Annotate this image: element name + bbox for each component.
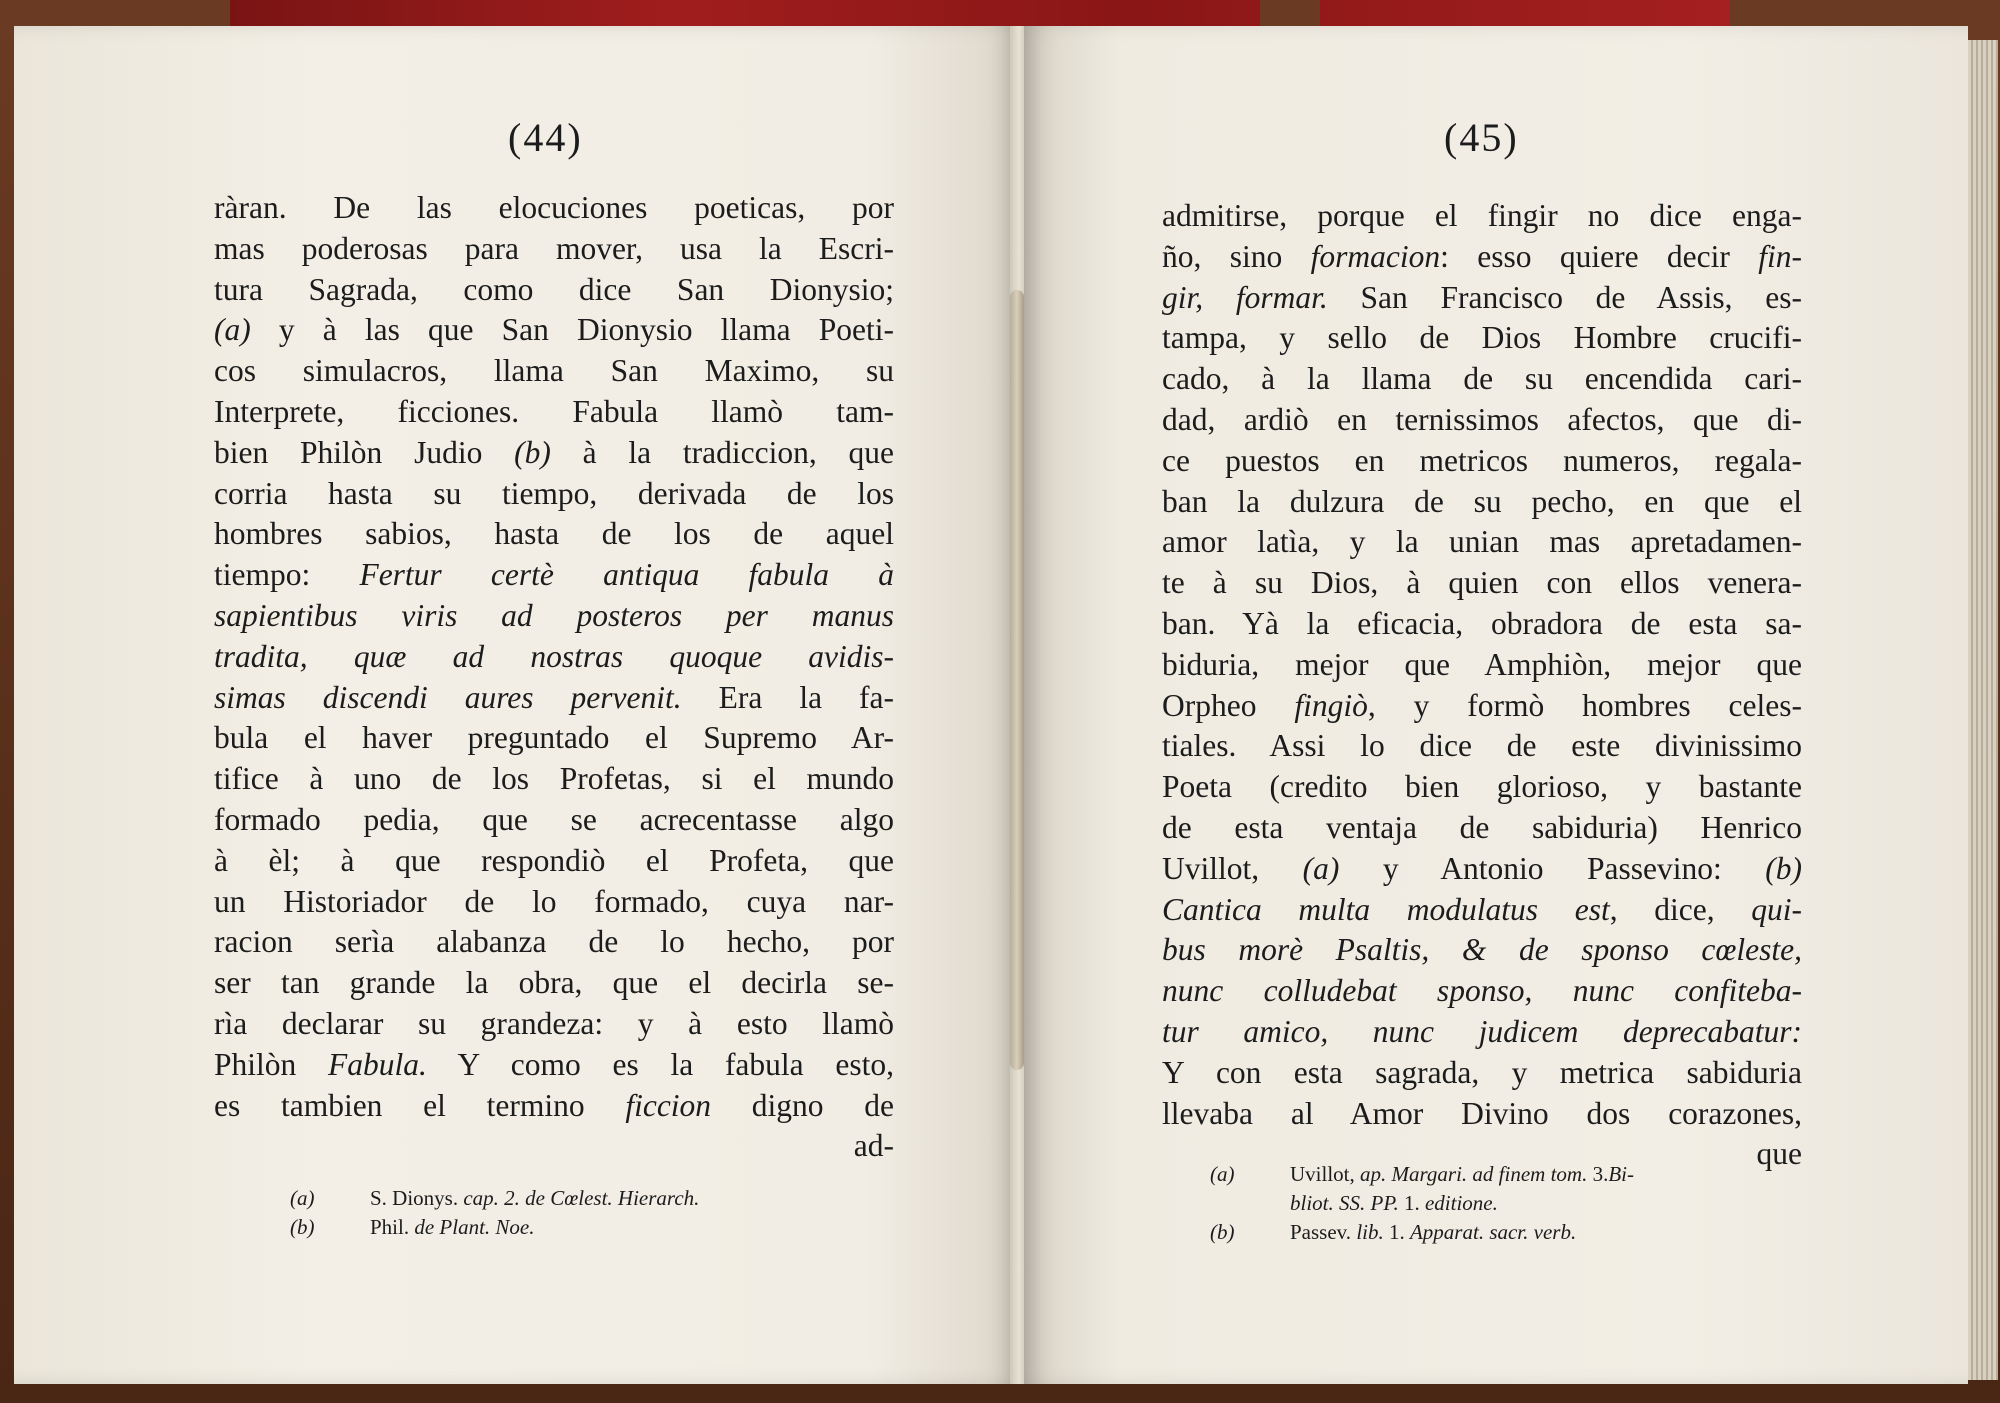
footnote-mark: (a) xyxy=(290,1186,315,1210)
italic-text: (b) xyxy=(514,434,551,470)
footnote-line xyxy=(1210,1160,1810,1189)
footnote-line xyxy=(290,1213,890,1242)
italic-text: nunc colludebat sponso, nunc confiteba- xyxy=(1162,973,1802,1009)
italic-text: Bi- xyxy=(1608,1162,1634,1186)
footnote-mark: (b) xyxy=(1210,1220,1235,1244)
text-line xyxy=(214,1045,894,1086)
text-run: dad, ardiò en ternissimos afectos, que di- xyxy=(1162,401,1802,437)
italic-text: cap. 2. de Cœlest. Hierarch. xyxy=(463,1186,700,1210)
italic-text: tradita, quæ ad nostras quoque avidis- xyxy=(214,638,894,674)
italic-text: qui- xyxy=(1751,891,1802,927)
footnote-text xyxy=(1210,1189,1810,1218)
text-run: es tambien el termino xyxy=(214,1087,626,1123)
text-run: hombres sabios, hasta de los de aquel xyxy=(214,516,894,552)
text-line xyxy=(214,188,894,229)
italic-text: tur amico, nunc judicem deprecabatur: xyxy=(1162,1013,1802,1049)
text-run: ràran. De las elocuciones poeticas, por xyxy=(214,190,894,225)
text-line xyxy=(1162,604,1802,645)
text-run: 3. xyxy=(1587,1162,1609,1186)
text-run: ad- xyxy=(853,1128,894,1164)
text-line xyxy=(1162,971,1802,1012)
italic-text: editione. xyxy=(1424,1191,1498,1215)
text-line xyxy=(214,310,894,351)
text-line xyxy=(1162,808,1802,849)
text-run: , dice, xyxy=(1609,891,1752,927)
left-page-number: (44) xyxy=(508,115,583,160)
italic-text: ficcion xyxy=(625,1087,712,1123)
text-run: tura Sagrada, como dice San Dionysio; xyxy=(214,271,894,307)
text-line xyxy=(214,963,894,1004)
italic-text: (a) xyxy=(214,312,251,348)
binding-thread xyxy=(1010,290,1024,1070)
right-page-number: (45) xyxy=(1444,115,1519,160)
text-run: Phil. xyxy=(370,1215,415,1239)
right-page xyxy=(1024,26,1968,1384)
text-line xyxy=(1162,645,1802,686)
footnote-mark: (b) xyxy=(290,1215,315,1239)
text-line xyxy=(214,392,894,433)
text-line xyxy=(1162,1094,1802,1135)
text-line xyxy=(1162,849,1802,890)
text-line xyxy=(214,841,894,882)
right-page-footnotes xyxy=(1210,1160,1810,1247)
text-line xyxy=(214,718,894,759)
text-run: bula el haver preguntado el Supremo Ar- xyxy=(214,720,894,756)
text-run: Y como es la fabula esto, xyxy=(426,1046,894,1082)
text-line xyxy=(1162,318,1802,359)
left-page-footnotes xyxy=(290,1184,890,1242)
text-line xyxy=(214,555,894,596)
text-line xyxy=(1162,767,1802,808)
text-line xyxy=(1162,563,1802,604)
text-run: , y formò hombres celes- xyxy=(1367,687,1802,723)
footnote-line xyxy=(1210,1218,1810,1247)
text-line xyxy=(214,1086,894,1127)
text-run: ban la dulzura de su pecho, en que el xyxy=(1162,483,1802,519)
text-line xyxy=(214,637,894,678)
footnote-text xyxy=(1290,1160,1810,1189)
text-run: admitirse, porque el fingir no dice enga- xyxy=(1162,198,1802,233)
text-run: amor latìa, y la unian mas apretadamen- xyxy=(1162,524,1802,560)
footnote-mark: (a) xyxy=(1210,1162,1235,1186)
italic-text: bus morè Psaltis, & de sponso cœleste, xyxy=(1162,932,1802,968)
text-run: à la tradiccion, que xyxy=(550,434,895,470)
text-run: llevaba al Amor Divino dos corazones, xyxy=(1162,1095,1802,1131)
text-run: Interprete, ficciones. Fabula llamò tam- xyxy=(214,393,894,429)
italic-text: Fertur certè antiqua fabula à xyxy=(359,557,894,593)
text-line xyxy=(214,351,894,392)
text-run: y à las que San Dionysio llama Poeti- xyxy=(250,312,894,348)
text-run: y Antonio Passevino: xyxy=(1339,850,1766,886)
text-run: Y con esta sagrada, y metrica sabiduria xyxy=(1162,1054,1802,1090)
text-line xyxy=(1162,726,1802,767)
text-run: 1. xyxy=(1398,1191,1425,1215)
text-run: tiales. Assi lo dice de este divinissimo xyxy=(1162,728,1802,764)
text-run: 1. xyxy=(1383,1220,1410,1244)
italic-text: Cantica multa modulatus est xyxy=(1162,891,1610,927)
text-line xyxy=(214,1126,894,1167)
text-run: ce puestos en metricos numeros, regala- xyxy=(1162,442,1802,478)
text-line xyxy=(214,596,894,637)
italic-text: bliot. SS. PP. xyxy=(1290,1191,1399,1215)
footnote-line xyxy=(1210,1189,1810,1218)
text-run: corria hasta su tiempo, derivada de los xyxy=(214,475,894,511)
italic-text: gir, formar. xyxy=(1162,279,1328,315)
text-run: Poeta (credito bien glorioso, y bastante xyxy=(1162,769,1802,805)
text-run: de esta ventaja de sabiduria) Henrico xyxy=(1162,809,1802,845)
text-line xyxy=(214,229,894,270)
italic-text: Fabula. xyxy=(328,1046,427,1082)
text-run: à èl; à que respondiò el Profeta, que xyxy=(214,842,894,878)
text-line xyxy=(1162,522,1802,563)
text-run: Uvillot, xyxy=(1162,850,1303,886)
text-run: tifice à uno de los Profetas, si el mundo xyxy=(214,761,894,797)
italic-text: (b) xyxy=(1765,850,1802,886)
text-line xyxy=(214,678,894,719)
left-page-text xyxy=(214,188,894,1167)
italic-text: Apparat. sacr. verb. xyxy=(1409,1220,1577,1244)
text-run: ño, sino xyxy=(1162,238,1311,274)
text-run: ser tan grande la obra, que el decirla se- xyxy=(214,965,894,1001)
text-run: bien Philòn Judio xyxy=(214,434,515,470)
left-page xyxy=(14,26,1018,1384)
footnote-line xyxy=(290,1184,890,1213)
text-line xyxy=(1162,930,1802,971)
text-line xyxy=(1162,278,1802,319)
text-run: te à su Dios, à quien con ellos venera- xyxy=(1162,565,1802,601)
italic-text: formacion xyxy=(1310,238,1441,274)
text-run: Philòn xyxy=(214,1046,329,1082)
text-line xyxy=(1162,400,1802,441)
footnote-text xyxy=(370,1184,890,1213)
text-line xyxy=(214,759,894,800)
footnote-text xyxy=(370,1213,890,1242)
page-stack-edge xyxy=(1968,40,1998,1380)
footnote-text xyxy=(1290,1218,1810,1247)
text-run: digno de xyxy=(711,1087,895,1123)
text-run: formado pedia, que se acrecentasse algo xyxy=(214,801,894,837)
text-run: S. Dionys. xyxy=(370,1186,464,1210)
text-line xyxy=(214,922,894,963)
text-line xyxy=(1162,1053,1802,1094)
text-run: rìa declarar su grandeza: y à esto llamò xyxy=(214,1005,894,1041)
text-run: Uvillot, xyxy=(1290,1162,1361,1186)
text-line xyxy=(1162,686,1802,727)
italic-text: (a) xyxy=(1302,850,1340,886)
text-run: Orpheo xyxy=(1162,687,1295,723)
italic-text: sapientibus viris ad posteros per manus xyxy=(214,597,894,633)
text-line xyxy=(1162,237,1802,278)
italic-text: fingiò xyxy=(1294,687,1368,723)
text-run: un Historiador de lo formado, cuya nar- xyxy=(214,883,894,919)
italic-text: lib. xyxy=(1356,1220,1384,1244)
text-line xyxy=(214,1004,894,1045)
text-run: Passev. xyxy=(1290,1220,1357,1244)
italic-text: simas discendi aures pervenit. xyxy=(214,679,682,715)
text-run: tiempo: xyxy=(214,557,360,593)
text-line xyxy=(1162,890,1802,931)
text-line xyxy=(214,882,894,923)
italic-text: de Plant. Noe. xyxy=(414,1215,535,1239)
text-run: cado, à la llama de su encendida cari- xyxy=(1162,361,1802,397)
text-line xyxy=(214,433,894,474)
text-run: racion serìa alabanza de lo hecho, por xyxy=(214,924,894,960)
text-run: biduria, mejor que Amphiòn, mejor que xyxy=(1162,646,1802,682)
italic-text: ap. Margari. ad finem tom. xyxy=(1360,1162,1588,1186)
text-run: tampa, y sello de Dios Hombre crucifi- xyxy=(1162,320,1802,356)
right-page-text xyxy=(1162,196,1802,1175)
text-line xyxy=(1162,359,1802,400)
text-line xyxy=(1162,1012,1802,1053)
italic-text: fin- xyxy=(1758,238,1802,274)
text-run: cos simulacros, llama San Maximo, su xyxy=(214,353,894,389)
text-run: mas poderosas para mover, usa la Escri- xyxy=(214,230,894,266)
text-line xyxy=(214,270,894,311)
text-line xyxy=(1162,196,1802,237)
text-line xyxy=(1162,441,1802,482)
text-run: ban. Yà la eficacia, obradora de esta sa- xyxy=(1162,605,1802,641)
text-line xyxy=(214,800,894,841)
text-run: que xyxy=(1756,1136,1802,1172)
text-line xyxy=(1162,482,1802,523)
text-run: San Francisco de Assis, es- xyxy=(1327,279,1802,315)
text-run: Era la fa- xyxy=(681,679,894,715)
text-line xyxy=(214,474,894,515)
text-run: : esso quiere decir xyxy=(1440,238,1759,274)
text-line xyxy=(214,514,894,555)
